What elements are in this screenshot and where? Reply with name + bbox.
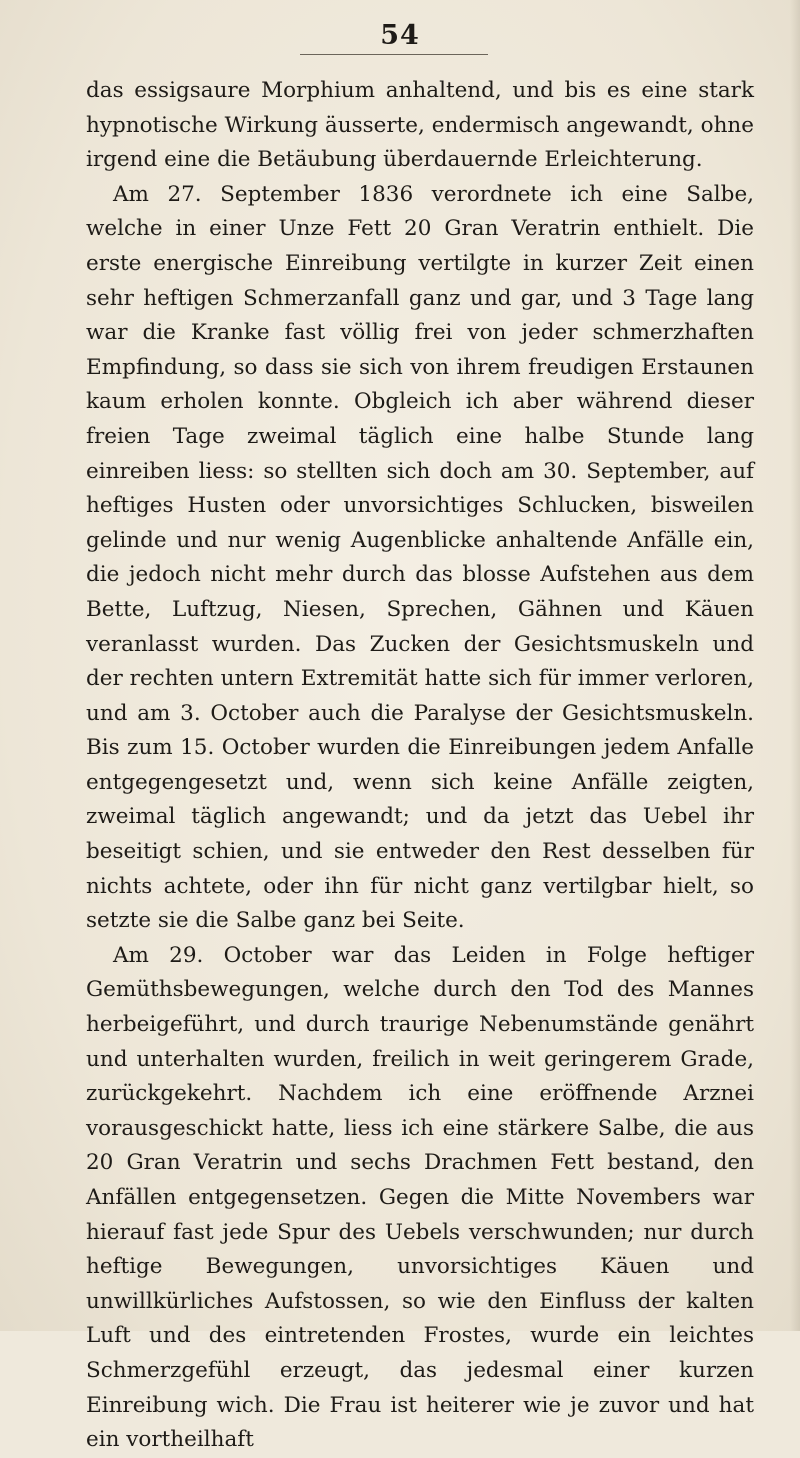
page-edge-shadow	[790, 0, 800, 1331]
page-number: 54	[380, 20, 420, 51]
paragraph-2: Am 27. September 1836 verordnete ich eine Salbe, welche in einer Unze Fett 20 Gran Veratrin enthielt. Die erste energische Einreibung vertilgte in kurzer Zeit einen sehr heftigen Schmerzanfall ganz und gar, und 3 Tage lang war die Kranke fast völlig frei von jeder schmerzhaften Empfindung, so dass sie sich von ihrem freudigen Erstaunen kaum erholen konnte. Obgleich ich aber während dieser freien Tage zweimal täglich eine halbe Stunde lang einreiben liess: so stellten sich doch am 30. September, auf heftiges Husten oder unvorsichtiges Schlucken, bisweilen gelinde und nur wenig Augenblicke anhaltende Anfälle ein, die jedoch nicht mehr durch das blosse Aufstehen aus dem Bette, Luftzug, Niesen, Sprechen, Gähnen und Käuen veranlasst wurden. Das Zucken der Gesichtsmuskeln und der rechten untern Extremität hatte sich für immer verloren, und am 3. October auch die Paralyse der Gesichtsmuskeln. Bis zum 15. October wurden die Einreibungen jedem Anfalle entgegengesetzt und, wenn sich keine Anfälle zeigten, zweimal täglich angewandt; und da jetzt das Uebel ihr beseitigt schien, und sie entweder den Rest desselben für nichts achtete, oder ihn für nicht ganz vertilgbar hielt, so setzte sie die Salbe ganz bei Seite.	[86, 181, 754, 934]
body-text	[86, 74, 754, 1458]
header-rule	[300, 54, 488, 55]
paragraph-3: Am 29. October war das Leiden in Folge heftiger Gemüthsbewegungen, welche durch den Tod des Mannes herbeigeführt, und durch traurige Nebenumstände genährt und unterhalten wurden, freilich in weit geringerem Grade, zurückgekehrt. Nachdem ich eine eröffnende Arznei vorausgeschickt hatte, liess ich eine stärkere Salbe, die aus 20 Gran Veratrin und sechs Drachmen Fett bestand, den Anfällen entgegensetzen. Gegen die Mitte Novembers war hierauf fast jede Spur des Uebels verschwunden; nur durch heftige Bewegungen, unvorsichtiges Käuen und unwillkürliches Aufstossen, so wie den Einfluss der kalten Luft und des eintretenden Frostes, wurde ein leichtes Schmerzgefühl erzeugt, das jedesmal einer kurzen Einreibung wich. Die Frau ist heiterer wie je zuvor und hat ein vortheilhaft	[86, 942, 754, 1453]
paragraph-1: das essigsaure Morphium anhaltend, und bis es eine stark hypnotische Wirkung äusserte, endermisch angewandt, ohne irgend eine die Betäubung überdauernde Erleichterung.	[86, 78, 754, 173]
